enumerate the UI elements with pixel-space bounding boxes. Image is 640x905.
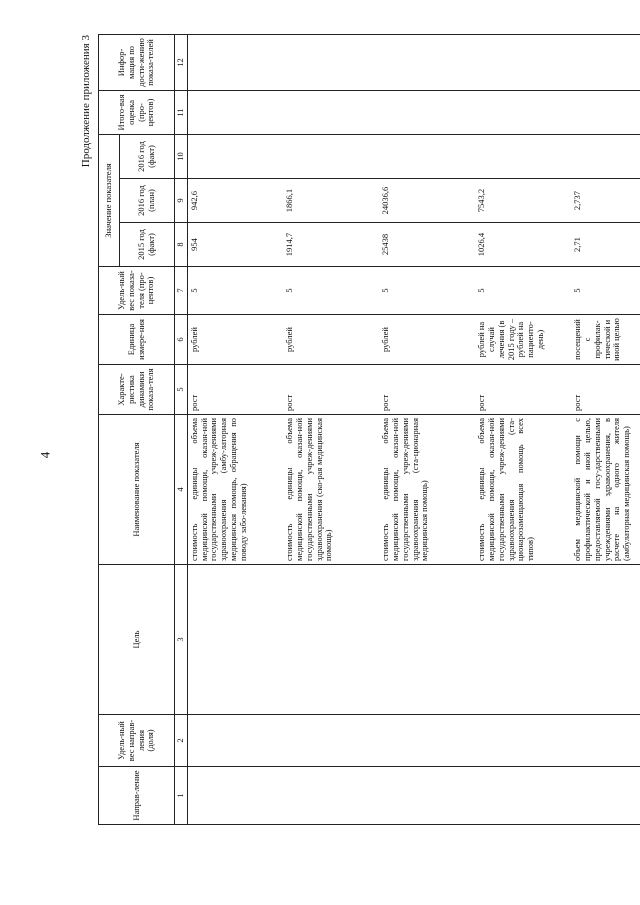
header-goal: Цель bbox=[99, 565, 175, 715]
goal-cell bbox=[379, 565, 475, 715]
header-plan-2016: 2016 год (план) bbox=[120, 179, 175, 223]
direction-weight-cell bbox=[379, 715, 475, 767]
fact-2016-cell bbox=[571, 134, 640, 178]
final-score-cell bbox=[187, 90, 283, 134]
indicator-name-cell: объем медицинской помощи с профилактической и иной целью, предоставляемой госу-дарственными учреждениями здравоохранения, в расчете на одного жителя (амбулаторная медицинская помощь) bbox=[571, 415, 640, 565]
weight-cell: 5 bbox=[379, 267, 475, 315]
direction-weight-cell bbox=[571, 715, 640, 767]
direction-cell bbox=[379, 767, 475, 825]
achievement-info-cell bbox=[379, 34, 475, 90]
fact-2015-cell: 25438 bbox=[379, 223, 475, 267]
fact-2016-cell bbox=[379, 134, 475, 178]
table-row bbox=[187, 34, 283, 824]
unit-cell: рублей bbox=[283, 315, 379, 365]
header-final-score: Итого-вая оценка (про-центов) bbox=[99, 90, 175, 134]
direction-weight-cell bbox=[187, 715, 283, 767]
header-value-group: Значение показателя bbox=[99, 134, 120, 266]
weight-cell: 5 bbox=[187, 267, 283, 315]
weight-cell: 5 bbox=[571, 267, 640, 315]
dynamics-cell: рост bbox=[379, 365, 475, 415]
plan-2016-cell: 2,737 bbox=[571, 179, 640, 223]
table-row bbox=[283, 34, 379, 824]
table-row bbox=[379, 34, 475, 824]
column-number: 2 bbox=[175, 715, 188, 767]
final-score-cell bbox=[283, 90, 379, 134]
unit-cell: рублей на случай лечения (в 2015 году – рублей на пациенто-день) bbox=[475, 315, 571, 365]
column-number: 10 bbox=[175, 134, 188, 178]
fact-2016-cell bbox=[283, 134, 379, 178]
page-number: 4 bbox=[37, 451, 53, 459]
fact-2015-cell: 1026,4 bbox=[475, 223, 571, 267]
final-score-cell bbox=[379, 90, 475, 134]
column-number: 8 bbox=[175, 223, 188, 267]
achievement-info-cell bbox=[187, 34, 283, 90]
direction-weight-cell bbox=[475, 715, 571, 767]
final-score-cell bbox=[475, 90, 571, 134]
plan-2016-cell: 942,6 bbox=[187, 179, 283, 223]
table-row bbox=[475, 34, 571, 824]
column-number: 7 bbox=[175, 267, 188, 315]
indicator-name-cell: стоимость единицы объема медицинской помощи, оказан-ной государственными учреж-дениями здравоохранения (ста-ционарная медицинская помощь) bbox=[379, 415, 475, 565]
direction-cell bbox=[571, 767, 640, 825]
column-number: 5 bbox=[175, 365, 188, 415]
fact-2015-cell: 1914,7 bbox=[283, 223, 379, 267]
direction-cell bbox=[187, 767, 283, 825]
plan-2016-cell: 7543,2 bbox=[475, 179, 571, 223]
weight-cell: 5 bbox=[283, 267, 379, 315]
dynamics-cell: рост bbox=[283, 365, 379, 415]
fact-2016-cell bbox=[475, 134, 571, 178]
achievement-info-cell bbox=[571, 34, 640, 90]
unit-cell: рублей bbox=[379, 315, 475, 365]
header-row bbox=[99, 34, 120, 824]
header-direction-weight: Удель-ный вес направ-ления (доля) bbox=[99, 715, 175, 767]
goal-cell bbox=[571, 565, 640, 715]
goal-cell bbox=[475, 565, 571, 715]
achievement-info-cell bbox=[283, 34, 379, 90]
dynamics-cell: рост bbox=[187, 365, 283, 415]
indicator-name-cell: стоимость единицы объема медицинской помощи, оказан-ной государственными учреж-дениями здравоохранения (ско-рая медицинская помощь) bbox=[283, 415, 379, 565]
dynamics-cell: рост bbox=[571, 365, 640, 415]
goal-cell bbox=[187, 565, 283, 715]
fact-2016-cell bbox=[187, 134, 283, 178]
header-indicator-weight: Удель-ный вес показа-теля (про-центов) bbox=[99, 267, 175, 315]
column-number: 9 bbox=[175, 179, 188, 223]
unit-cell: рублей bbox=[187, 315, 283, 365]
final-score-cell bbox=[571, 90, 640, 134]
header-fact-2016: 2016 год (факт) bbox=[120, 134, 175, 178]
fact-2015-cell: 2,71 bbox=[571, 223, 640, 267]
dynamics-cell: рост bbox=[475, 365, 571, 415]
header-direction: Направ-ление bbox=[99, 767, 175, 825]
header-dynamics: Характе-ристика динамики показа-теля bbox=[99, 365, 175, 415]
column-number: 1 bbox=[175, 767, 188, 825]
table-row bbox=[571, 34, 640, 824]
column-number: 6 bbox=[175, 315, 188, 365]
direction-weight-cell bbox=[283, 715, 379, 767]
direction-cell bbox=[475, 767, 571, 825]
column-number: 12 bbox=[175, 34, 188, 90]
plan-2016-cell: 1866,1 bbox=[283, 179, 379, 223]
header-fact-2015: 2015 год (факт) bbox=[120, 223, 175, 267]
direction-cell bbox=[283, 767, 379, 825]
header-indicator-name: Наименование показателя bbox=[99, 415, 175, 565]
continuation-caption: Продолжение приложения 3 bbox=[80, 35, 92, 168]
indicators-table bbox=[98, 34, 640, 825]
goal-cell bbox=[283, 565, 379, 715]
rotated-page bbox=[80, 35, 632, 825]
weight-cell: 5 bbox=[475, 267, 571, 315]
fact-2015-cell: 954 bbox=[187, 223, 283, 267]
column-number: 11 bbox=[175, 90, 188, 134]
achievement-info-cell bbox=[475, 34, 571, 90]
header-unit: Единица измере-ния bbox=[99, 315, 175, 365]
unit-cell: посещений с профилак-тической и иной целью bbox=[571, 315, 640, 365]
indicator-name-cell: стоимость единицы объема медицинской помощи, оказан-ной государственными учреж-дениями здравоохранения (амбу-латорная медицинская помощь, обращения по поводу забо-левания) bbox=[187, 415, 283, 565]
plan-2016-cell: 24036,6 bbox=[379, 179, 475, 223]
header-achievement-info: Инфор-мация по дости-жению показа-телей bbox=[99, 34, 175, 90]
indicator-name-cell: стоимость единицы объема медицинской помощи, оказан-ной государственными учреж-дениями здравоохранения (ста-ционарозамещающая помощь всех типов) bbox=[475, 415, 571, 565]
column-number: 3 bbox=[175, 565, 188, 715]
column-number: 4 bbox=[175, 415, 188, 565]
column-number-row bbox=[175, 34, 188, 824]
